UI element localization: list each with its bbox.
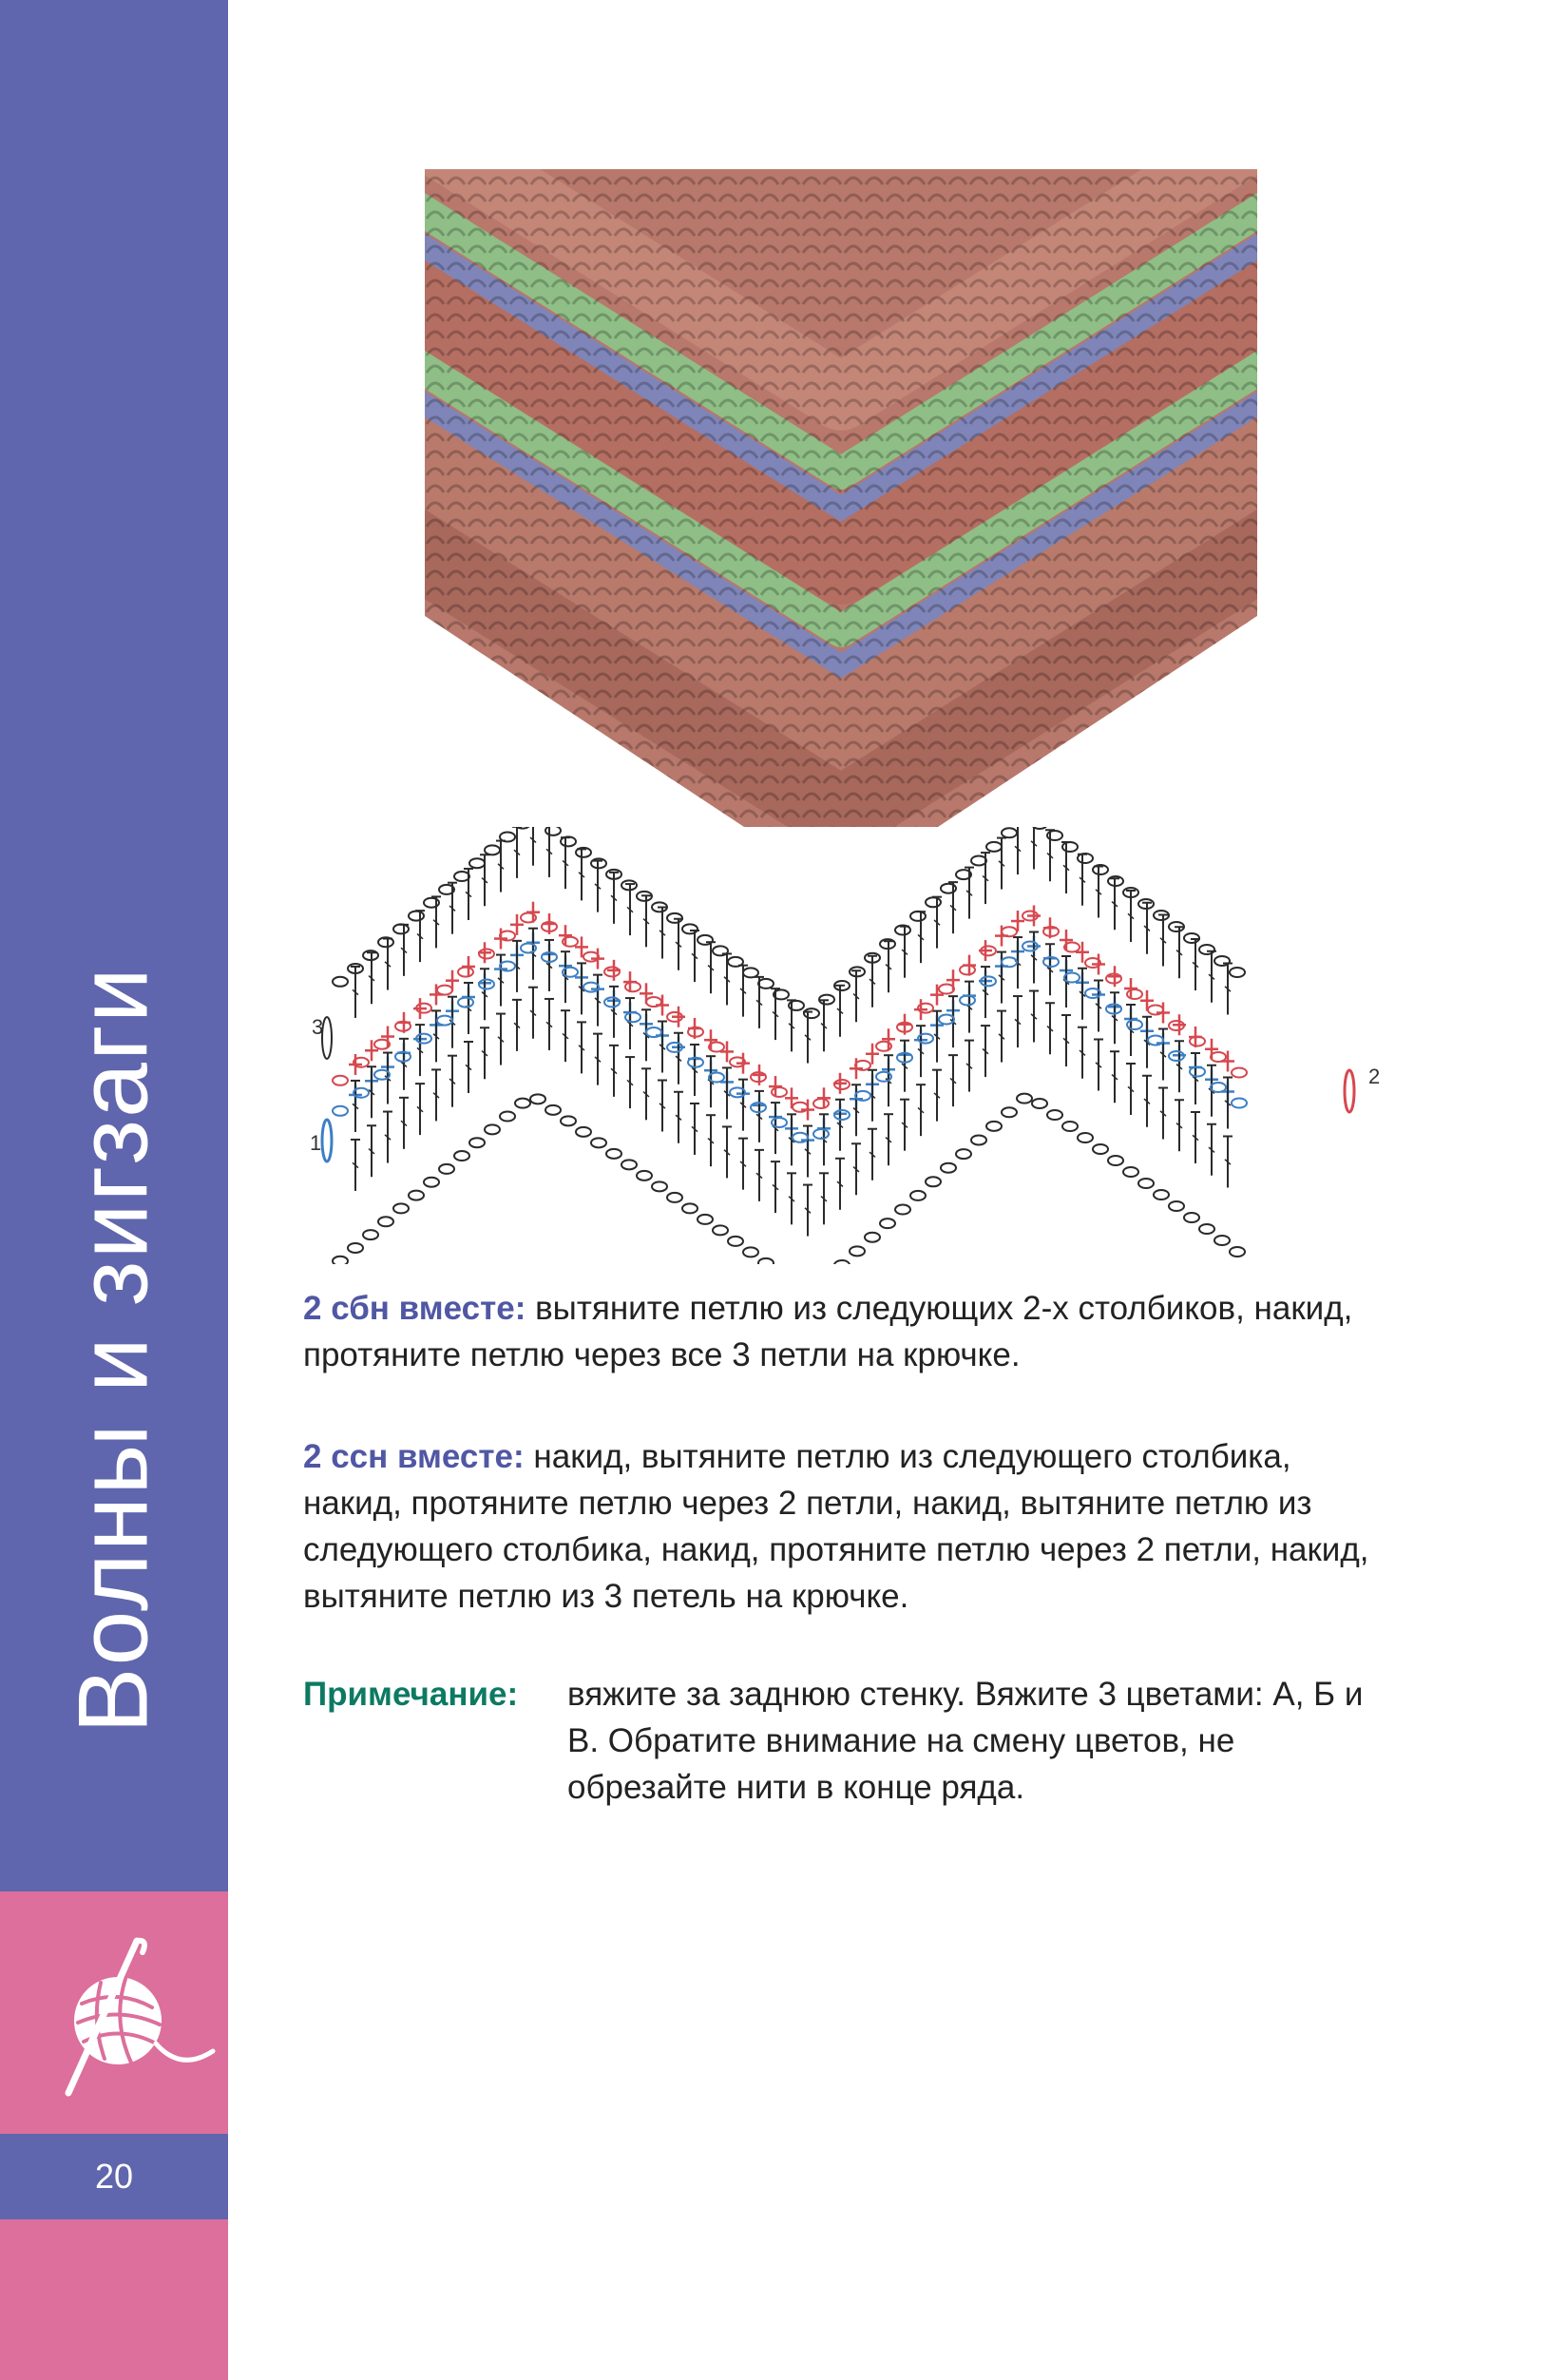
crochet-sample-photo: [425, 169, 1257, 827]
yarn-ball-hook-icon: [49, 1929, 220, 2101]
page-number-band: [0, 2134, 228, 2219]
term-sc2tog: 2 сбн вместе:: [303, 1290, 526, 1327]
paragraph-dc2tog: [303, 1433, 1382, 1620]
section-title: Волны и зигзаги: [58, 966, 169, 1734]
sc2tog-description: вытяните петлю из следующих 2-х столбиков, накид, протяните петлю через все 3 петли на крючке.: [303, 1290, 1353, 1373]
stitch-diagram: [306, 827, 1380, 1264]
note-text: вяжите за заднюю стенку. Вяжите 3 цветами: А, Б и В. Обратите внимание на смену цветов, не обрезайте нити в конце ряда.: [567, 1676, 1364, 1806]
row-label-1: 1: [310, 1131, 322, 1155]
row-label-3: 3: [312, 1015, 324, 1039]
term-dc2tog: 2 ссн вместе:: [303, 1438, 525, 1475]
sidebar: [0, 0, 228, 2380]
note-term: Примечание:: [303, 1676, 519, 1713]
row-label-2: 2: [1368, 1065, 1380, 1088]
dc2tog-description: накид, вытяните петлю из следующего столбика, накид, протяните петлю через 2 петли, накид, вытяните петлю из следующего столбика, накид, протяните петлю через 2 петли, накид, вытяните петлю из 3 петель на крючке.: [303, 1438, 1369, 1615]
page-number: 20: [94, 2157, 134, 2196]
paragraph-sc2tog: [303, 1285, 1382, 1378]
